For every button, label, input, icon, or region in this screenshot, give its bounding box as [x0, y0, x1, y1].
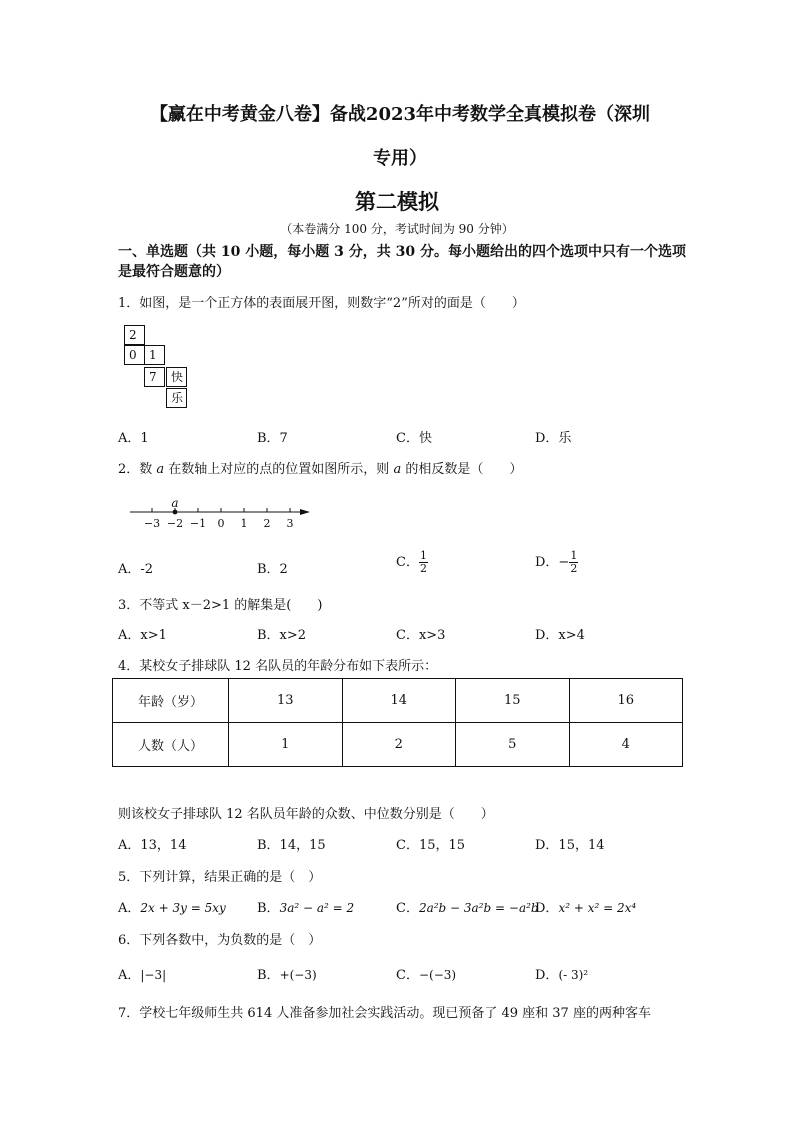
q6-option-d-label: D．: [535, 968, 559, 983]
q5-option-c-label: C．: [396, 901, 419, 916]
table-cell: 15: [456, 679, 570, 723]
exam-title-line2: 专用）: [373, 148, 427, 169]
table-cell: 2: [342, 723, 456, 767]
net-cell: 7: [144, 367, 165, 387]
q5-option-b-expression: 3a² − a² = 2: [279, 901, 355, 915]
q1-option-d: D．乐: [535, 431, 572, 446]
fraction-denominator: 2: [570, 562, 578, 575]
fraction-denominator: 2: [419, 562, 427, 575]
q3-option-c: C．x>3: [396, 628, 446, 643]
net-cell: 快: [166, 367, 187, 387]
q3-option-d: D．x>4: [535, 628, 585, 643]
exam-title-line1: 【赢在中考黄金八卷】备战2023年中考数学全真模拟卷（深圳: [149, 104, 651, 125]
question-4-stem: 4．某校女子排球队 12 名队员的年龄分布如下表所示：: [118, 659, 438, 674]
exam-subtitle: （本卷满分 100 分，考试时间为 90 分钟）: [280, 222, 514, 236]
question-4-followup: 则该校女子排球队 12 名队员年龄的众数、中位数分别是（ ）: [118, 807, 494, 822]
table-cell: 4: [569, 723, 683, 767]
q2-stem-part: 的相反数是（ ）: [401, 462, 523, 477]
table-row: [113, 679, 683, 723]
q4-option-a: A．13，14: [118, 838, 187, 853]
number-line-point: [173, 510, 178, 515]
number-line-arrow: [300, 509, 310, 515]
q2-variable: a: [393, 462, 402, 477]
fraction: [569, 550, 578, 575]
number-line-tick-label: −3: [143, 517, 161, 530]
q2-variable: a: [156, 462, 165, 477]
fraction-numerator: 1: [419, 549, 427, 562]
q5-option-a: [118, 897, 226, 916]
table-header-cell: 人数（人）: [113, 723, 229, 767]
table-header-cell: 年龄（岁）: [113, 679, 229, 723]
section-heading: 一、单选题（共 10 小题，每小题 3 分，共 30 分。每小题给出的四个选项中只有一个选项是最符合题意的）: [118, 244, 686, 280]
q6-option-d-expression: (- 3)²: [558, 968, 589, 982]
q4-option-d: D．15，14: [535, 838, 605, 853]
question-7-stem: 7．学校七年级师生共 614 人准备参加社会实践活动。现已预备了 49 座和 37 座的两种客车: [118, 1006, 651, 1021]
q2-option-d-label: D．−: [535, 555, 570, 570]
fraction: [419, 550, 428, 575]
number-line-tick-label: −1: [189, 517, 207, 530]
question-6-stem: 6．下列各数中，为负数的是（ ）: [118, 933, 322, 948]
q5-option-d-expression: x² + x² = 2x⁴: [558, 901, 637, 915]
mock-label: 第二模拟: [355, 189, 439, 214]
net-cell: 2: [124, 325, 145, 345]
fraction-numerator: 1: [570, 549, 578, 562]
q4-option-c: C．15，15: [396, 838, 466, 853]
q5-option-c-expression: 2a²b − 3a²b = −a²b: [418, 901, 539, 915]
question-5-stem: 5．下列计算，结果正确的是（ ）: [118, 870, 322, 885]
q6-option-b: [257, 964, 317, 983]
number-line-tick-label: 1: [240, 517, 248, 530]
number-line-point-label: a: [171, 496, 179, 510]
q2-option-c-label: C．: [396, 555, 419, 570]
number-line-tick-label: −2: [166, 517, 184, 530]
q5-option-b-label: B．: [257, 901, 280, 916]
q2-option-c: [396, 550, 428, 575]
table-row: [113, 723, 683, 767]
table-cell: 13: [229, 679, 343, 723]
q1-option-a: A．1: [118, 431, 149, 446]
q6-option-c-label: C．: [396, 968, 419, 983]
table-cell: 1: [229, 723, 343, 767]
q1-option-c: C．快: [396, 431, 432, 446]
table-cell: 5: [456, 723, 570, 767]
q6-option-c-expression: −(−3): [418, 968, 457, 982]
q6-option-b-expression: +(−3): [279, 968, 317, 982]
question-2-stem: [118, 458, 522, 477]
q3-option-a: A．x>1: [118, 628, 167, 643]
q5-option-d-label: D．: [535, 901, 559, 916]
number-line-tick-label: 3: [286, 517, 294, 530]
q6-option-c: [396, 964, 456, 983]
q4-option-b: B．14，15: [257, 838, 326, 853]
net-cell: 0: [124, 345, 145, 365]
q1-option-b: B．7: [257, 431, 288, 446]
q2-option-d: [535, 550, 578, 575]
question-1-stem: 1．如图，是一个正方体的表面展开图，则数字“2”所对的面是（ ）: [118, 296, 525, 311]
number-line-figure: [120, 492, 320, 532]
q2-option-b: B．2: [257, 562, 288, 577]
q5-option-c: [396, 897, 539, 916]
q2-option-a: A．-2: [118, 562, 154, 577]
question-3-stem: 3．不等式 x－2>1 的解集是( ): [118, 598, 323, 613]
q6-option-a-expression: |−3|: [140, 968, 167, 982]
q5-option-a-label: A．: [118, 901, 141, 916]
q6-option-b-label: B．: [257, 968, 280, 983]
q5-option-d: [535, 897, 636, 916]
q6-option-d: [535, 964, 588, 983]
q6-option-a: [118, 964, 166, 983]
number-line-tick-label: 0: [217, 517, 225, 530]
table-cell: 16: [569, 679, 683, 723]
net-cell: 乐: [166, 388, 187, 408]
net-cell: 1: [144, 345, 165, 365]
q2-stem-part: 在数轴上对应的点的位置如图所示，则: [164, 462, 394, 477]
table-cell: 14: [342, 679, 456, 723]
q3-option-b: B．x>2: [257, 628, 307, 643]
q2-stem-part: 2．数: [118, 462, 157, 477]
q5-option-a-expression: 2x + 3y = 5xy: [140, 901, 226, 915]
q6-option-a-label: A．: [118, 968, 141, 983]
age-distribution-table: [112, 678, 683, 767]
number-line-tick-label: 2: [263, 517, 271, 530]
q5-option-b: [257, 897, 354, 916]
